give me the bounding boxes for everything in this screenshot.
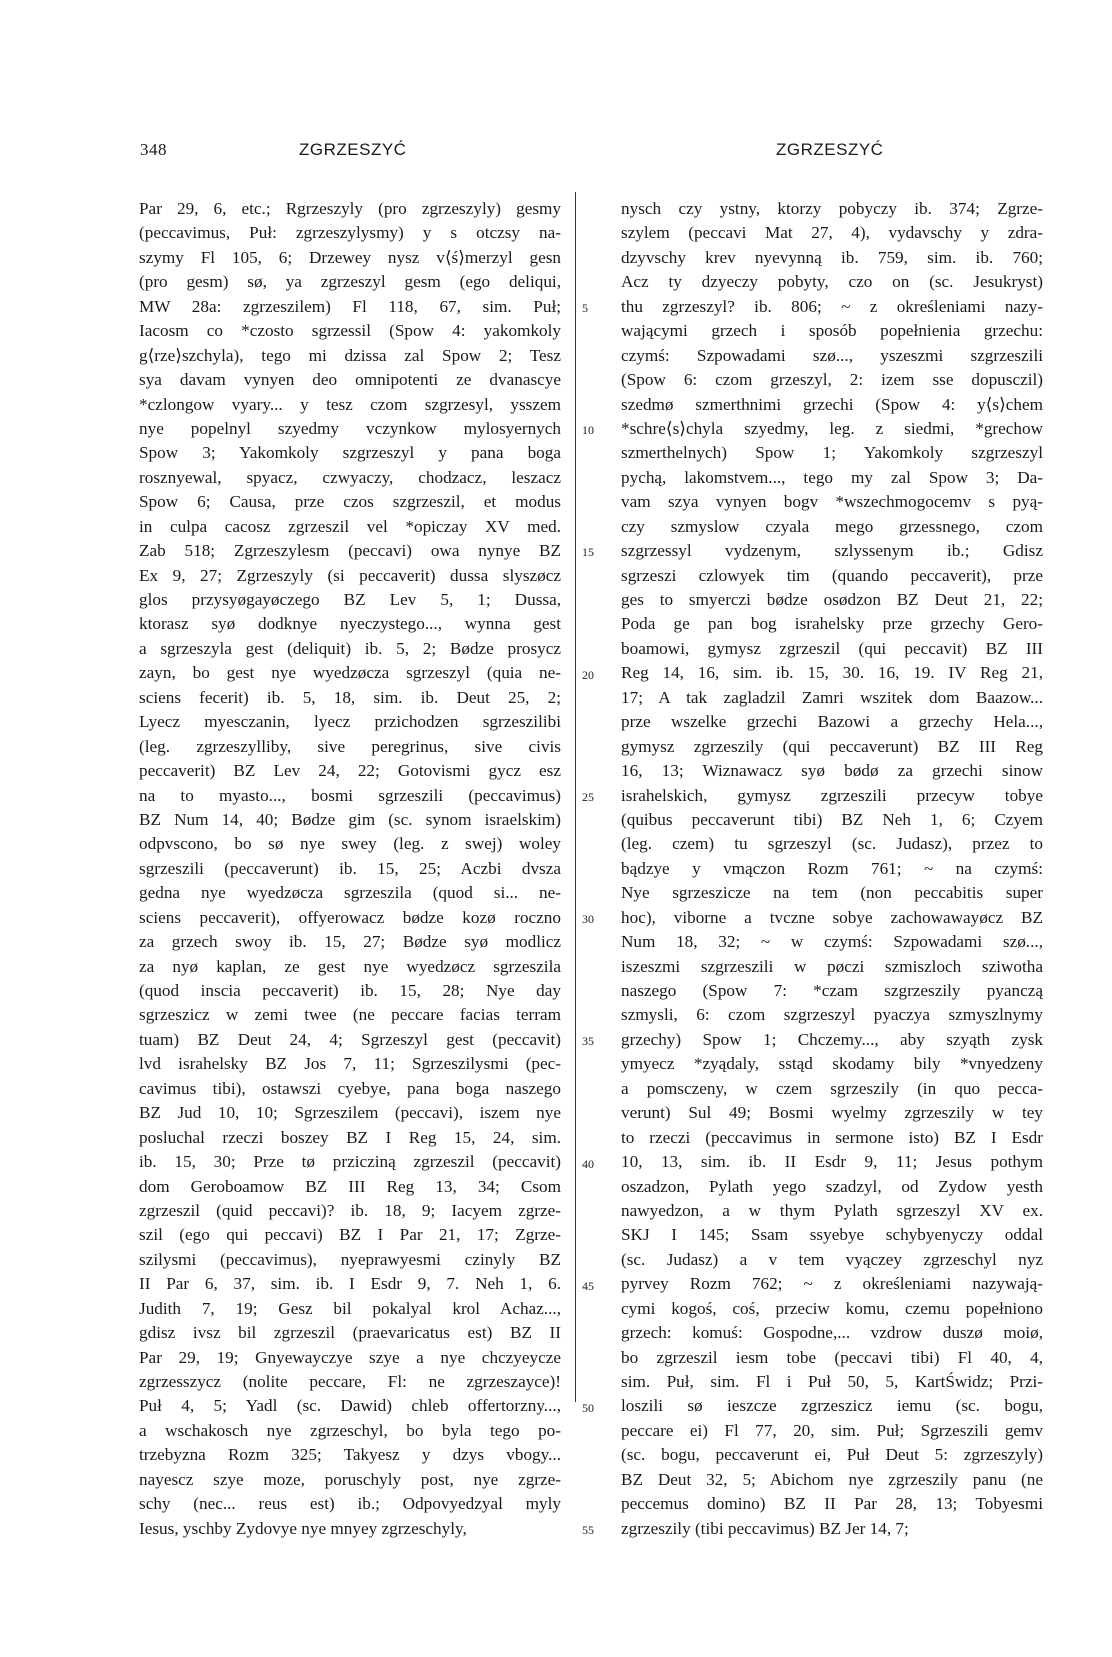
text-line: szylem (peccavi Mat 27, 4), vydavschy y zdra- xyxy=(621,223,1043,243)
text-line: MW 28a: zgrzeszilem) Fl 118, 67, sim. Puł; xyxy=(139,296,561,316)
text-line: lvd israhelsky BZ Jos 7, 11; Sgrzeszilysmi (pec- xyxy=(139,1054,561,1074)
text-line: (leg. czem) tu sgrzeszyl (sc. Judasz), przez to xyxy=(621,834,1043,854)
line-number: 25 xyxy=(582,789,594,804)
text-line: SKJ I 145; Ssam ssyebye schybyenyczy oddal xyxy=(621,1225,1043,1245)
text-line: ymyecz *zyądaly, sstąd skodamy bily *vnyedzeny xyxy=(621,1054,1043,1074)
text-line: Reg 14, 16, sim. ib. 15, 30. 16, 19. IV Reg 21, xyxy=(621,663,1043,683)
text-line: Par 29, 6, etc.; Rgrzeszyly (pro zgrzeszyly) gesmy xyxy=(139,199,561,218)
text-line: grzech: komuś: Gospodne,... vzdrow duszø moiø, xyxy=(621,1323,1043,1343)
line-number: 10 xyxy=(582,423,594,438)
text-line: Par 29, 19; Gnyewayczye szye a nye chczyeycze xyxy=(139,1347,561,1367)
text-line: nye popelnyl szyedmy vczynkow mylosyernych xyxy=(139,418,561,438)
text-line: za grzech swoy ib. 15, 27; Bødze syø modlicz xyxy=(139,932,561,952)
text-line: 17; A tak zagladzil Zamri wszitek dom Baazow... xyxy=(621,687,1043,707)
text-line: grzechy) Spow 1; Chczemy..., aby szyąth zysk xyxy=(621,1029,1043,1049)
text-line: zgrzesszycz (nolite peccare, Fl: ne zgrzeszayce)! xyxy=(139,1372,561,1391)
text-line: peccare ei) Fl 77, 20, sim. Puł; Sgrzeszili gemv xyxy=(621,1420,1043,1440)
text-line: szymy Fl 105, 6; Drzewey nysz v⟨ś⟩merzyl gesn xyxy=(139,247,561,267)
line-number: 35 xyxy=(582,1034,594,1049)
text-line: in culpa cacosz zgrzeszil vel *opiczay XV med. xyxy=(139,516,561,536)
text-line: naszego (Spow 7: *czam szgrzeszily pyanczą xyxy=(621,981,1043,1000)
text-line: dzyvschy krev nyevynną ib. 759, sim. ib. 760; xyxy=(621,247,1043,267)
text-line: Num 18, 32; ~ w czymś: Szpowadami szø..., xyxy=(621,932,1043,952)
text-line: za nyø kaplan, ze gest nye wyedzøcz sgrzeszila xyxy=(139,956,561,976)
text-line: dom Geroboamow BZ III Reg 13, 34; Csom xyxy=(139,1176,561,1196)
text-line: szil (ego qui peccavi) BZ I Par 21, 17; Zgrze- xyxy=(139,1225,561,1245)
text-line: (sc. Judasz) a v tem vyączey zgrzeschyl nyz xyxy=(621,1249,1043,1269)
text-line: zgrzeszily (tibi peccavimus) BZ Jer 14, 7; xyxy=(621,1518,909,1538)
text-line: boamowi, gymysz zgrzeszil (qui peccavit) BZ III xyxy=(621,638,1043,658)
text-line: trzebyzna Rozm 325; Takyesz y dzys vbogy... xyxy=(139,1445,561,1465)
text-line: ktorasz syø dodknye nyeczystego..., wynna gest xyxy=(139,614,561,634)
text-line: gdisz ivsz bil zgrzeszil (praevaricatus est) BZ II xyxy=(139,1323,561,1343)
text-line: BZ Jud 10, 10; Sgrzeszilem (peccavi), iszem nye xyxy=(139,1103,561,1123)
text-line: BZ Deut 32, 5; Abichom nye zgrzeszily panu (ne xyxy=(621,1469,1043,1489)
text-line: 10, 13, sim. ib. II Esdr 9, 11; Jesus pothym xyxy=(621,1152,1043,1172)
right-column xyxy=(621,197,1043,1541)
text-line: a pomsczeny, w czem sgrzeszily (in quo pecca- xyxy=(621,1078,1043,1098)
line-number: 40 xyxy=(582,1156,594,1171)
text-line: sya davam vynyen deo omnipotenti ze dvanascye xyxy=(139,370,561,390)
line-number: 55 xyxy=(582,1523,594,1538)
text-line: cymi kogoś, coś, przeciw komu, czemu popełniono xyxy=(621,1298,1043,1318)
text-line: (quibus peccaverunt tibi) BZ Neh 1, 6; Czyem xyxy=(621,809,1043,829)
text-line: BZ Num 14, 40; Bødze gim (sc. synom israelskim) xyxy=(139,809,561,829)
text-line: nayescz szye moze, poruschyly post, nye zgrze- xyxy=(139,1469,561,1489)
text-line: peccaverit) BZ Lev 24, 22; Gotovismi gycz esz xyxy=(139,761,561,781)
text-line: na to myasto..., bosmi sgrzeszili (peccavimus) xyxy=(139,785,561,805)
text-line: czymś: Szpowadami szø..., yszeszmi szgrzeszili xyxy=(621,345,1043,365)
text-line: czy szmyslow czyala mego grzessnego, czom xyxy=(621,516,1043,536)
text-line: peccemus domino) BZ II Par 28, 13; Tobyesmi xyxy=(621,1494,1043,1514)
text-line: II Par 6, 37, sim. ib. I Esdr 9, 7. Neh 1, 6. xyxy=(139,1274,561,1294)
text-line: (sc. bogu, peccaverunt ei, Puł Deut 5: zgrzeszyly) xyxy=(621,1445,1043,1465)
text-line: bądzye y vmączon Rozm 761; ~ na czymś: xyxy=(621,858,1043,878)
text-line: sgrzeszi czlowyek tim (quando peccaverit), prze xyxy=(621,565,1043,585)
text-line: zayn, bo gest nye wyedzøcza sgrzeszyl (quia ne- xyxy=(139,663,561,683)
text-line: rosznyewal, spyacz, czwyaczy, chodzacz, leszacz xyxy=(139,467,561,487)
text-line: iszeszmi szgrzeszili w pøczi szmiszloch sziwotha xyxy=(621,956,1043,976)
text-line: szilysmi (peccavimus), nyeprawyesmi czinyly BZ xyxy=(139,1249,561,1269)
text-line: thu zgrzeszyl? ib. 806; ~ z określeniami nazy- xyxy=(621,296,1043,316)
text-line: ges to smyerczi bødze osødzon BZ Deut 21, 22; xyxy=(621,590,1043,609)
text-line: Poda ge pan bog israhelsky prze grzechy Gero- xyxy=(621,614,1043,634)
text-line: a sgrzeszyla gest (deliquit) ib. 5, 2; Bødze prosycz xyxy=(139,638,561,658)
text-line: (leg. zgrzeszylliby, sive peregrinus, sive civis xyxy=(139,736,561,756)
text-line: cavimus tibi), ostawszi cyebye, pana boga naszego xyxy=(139,1078,561,1098)
running-head-right: ZGRZESZYĆ xyxy=(776,140,884,159)
text-line: verunt) Sul 49; Bosmi wyelmy zgrzeszily w tey xyxy=(621,1103,1043,1123)
text-line: Zab 518; Zgrzeszylesm (peccavi) owa nynye BZ xyxy=(139,541,561,561)
text-line: pyrvey Rozm 762; ~ z określeniami nazywają- xyxy=(621,1274,1043,1294)
text-line: tuam) BZ Deut 24, 4; Sgrzeszyl gest (peccavit) xyxy=(139,1029,561,1049)
text-line: sgrzeszicz w zemi twee (ne peccare facias terram xyxy=(139,1005,561,1025)
text-line: g⟨rze⟩szchyla), tego mi dzissa zal Spow 2; Tesz xyxy=(139,345,561,365)
text-line: Spow 3; Yakomkoly szgrzeszyl y pana boga xyxy=(139,443,561,463)
text-line: nysch czy ystny, ktorzy pobyczy ib. 374; Zgrze- xyxy=(621,199,1043,218)
text-line: Acz ty dzyeczy pobyty, czo on (sc. Jesukryst) xyxy=(621,272,1043,292)
text-line: (quod inscia peccaverit) ib. 15, 28; Nye day xyxy=(139,981,561,1000)
text-line: *czlongow vyary... y tesz czom szgrzesyl, ysszem xyxy=(139,394,561,414)
text-line: bo zgrzeszil iesm tobe (peccavi tibi) Fl 40, 4, xyxy=(621,1347,1043,1367)
text-line: szmysli, 6: czom szgrzeszyl pyaczya szmyszlnymy xyxy=(621,1005,1043,1025)
text-line: *schre⟨s⟩chyla szyedmy, leg. z siedmi, *grechow xyxy=(621,418,1043,438)
line-number: 30 xyxy=(582,912,594,927)
text-line: Ex 9, 27; Zgrzeszyly (si peccaverit) dussa slyszøcz xyxy=(139,565,561,585)
text-line: glos przysyøgayøczego BZ Lev 5, 1; Dussa, xyxy=(139,590,561,609)
text-line: Nye sgrzeszicze na tem (non peccabitis super xyxy=(621,883,1043,903)
text-line: prze wszelke grzechi Bazowi a grzechy Hela..., xyxy=(621,712,1043,732)
text-line: oszadzon, Pylath yego szadzyl, od Zydow yesth xyxy=(621,1176,1043,1196)
text-line: israhelskich, gymysz zgrzeszili przecyw tobye xyxy=(621,785,1043,805)
text-line: szgrzessyl vydzenym, szlyssenym ib.; Gdisz xyxy=(621,541,1043,561)
text-line: gedna nye wyedzøcza sgrzeszila (quod si... ne- xyxy=(139,883,561,903)
text-line: a wschakosch nye zgrzeschyl, bo byla tego po- xyxy=(139,1420,561,1440)
text-line: szedmø szmerthnimi grzechi (Spow 4: y⟨s⟩chem xyxy=(621,394,1043,414)
text-line: (Spow 6: czom grzeszyl, 2: izem sse dopusczil) xyxy=(621,370,1043,390)
column-rule xyxy=(575,192,576,1402)
line-number: 50 xyxy=(582,1401,594,1416)
line-number: 20 xyxy=(582,667,594,682)
text-line: odpvscono, bo sø nye swey (leg. z swej) woley xyxy=(139,834,561,854)
running-head-left: ZGRZESZYĆ xyxy=(299,140,407,159)
page-number: 348 xyxy=(140,140,167,159)
line-number: 45 xyxy=(582,1278,594,1293)
left-column xyxy=(139,197,561,1541)
text-line: Judith 7, 19; Gesz bil pokalyal krol Achaz..., xyxy=(139,1298,561,1318)
text-line: vam szya vynyen bogv *wszechmogocemv s pyą- xyxy=(621,492,1043,512)
line-number: 15 xyxy=(582,545,594,560)
text-line: 16, 13; Wiznawacz syø bødø za grzechi sinow xyxy=(621,761,1043,781)
text-line: (peccavimus, Puł: zgrzeszylysmy) y s otczsy na- xyxy=(139,223,561,243)
text-line: sciens fecerit) ib. 5, 18, sim. ib. Deut 25, 2; xyxy=(139,687,561,707)
text-line: hoc), viborne a tvczne sobye zachowawayøcz BZ xyxy=(621,907,1043,927)
text-line: posluchal rzeczi boszey BZ I Reg 15, 24, sim. xyxy=(139,1127,561,1147)
text-line: Puł 4, 5; Yadl (sc. Dawid) chleb offertorzny..., xyxy=(139,1396,561,1416)
text-line: Iacosm co *czosto sgrzessil (Spow 4: yakomkoly xyxy=(139,321,561,341)
text-line: szmerthelnych) Spow 1; Yakomkoly szgrzeszyl xyxy=(621,443,1043,463)
text-line: sgrzeszili (peccaverunt) ib. 15, 25; Aczbi dvsza xyxy=(139,858,561,878)
text-line: sciens peccaverit), offyerowacz bødze kozø roczno xyxy=(139,907,561,927)
text-line: Iesus, yschby Zydovye nye mnyey zgrzeschyly, xyxy=(139,1518,467,1538)
text-line: ib. 15, 30; Prze tø przicziną zgrzeszil (peccavit) xyxy=(139,1152,561,1172)
text-line: nawyedzon, a w thym Pylath sgrzeszyl XV ex. xyxy=(621,1200,1043,1220)
text-line: pychą, lakomstvem..., tego my zal Spow 3; Da- xyxy=(621,467,1043,487)
text-line: sim. Puł, sim. Fl i Puł 50, 5, KartŚwidz; Przi- xyxy=(621,1372,1043,1391)
text-line: loszili sø ieszcze zgrzeszicz iemu (sc. bogu, xyxy=(621,1396,1043,1416)
text-line: (pro gesm) sø, ya zgrzeszyl gesm (ego deliqui, xyxy=(139,272,561,292)
text-line: gymysz zgrzeszily (qui peccaverunt) BZ III Reg xyxy=(621,736,1043,756)
text-line: Lyecz myesczanin, lyecz przichodzen sgrzeszilibi xyxy=(139,712,561,732)
text-line: wającymi grzech i sposób popełnienia grzechu: xyxy=(621,321,1043,341)
text-line: zgrzeszil (quid peccavi)? ib. 18, 9; Iacyem zgrze- xyxy=(139,1200,561,1220)
text-line: schy (nec... reus est) ib.; Odpovyedzyal myly xyxy=(139,1494,561,1514)
line-number: 5 xyxy=(582,300,588,315)
text-line: to rzeczi (peccavimus in sermone isto) BZ I Esdr xyxy=(621,1127,1043,1147)
text-line: Spow 6; Causa, prze czos szgrzeszil, et modus xyxy=(139,492,561,512)
